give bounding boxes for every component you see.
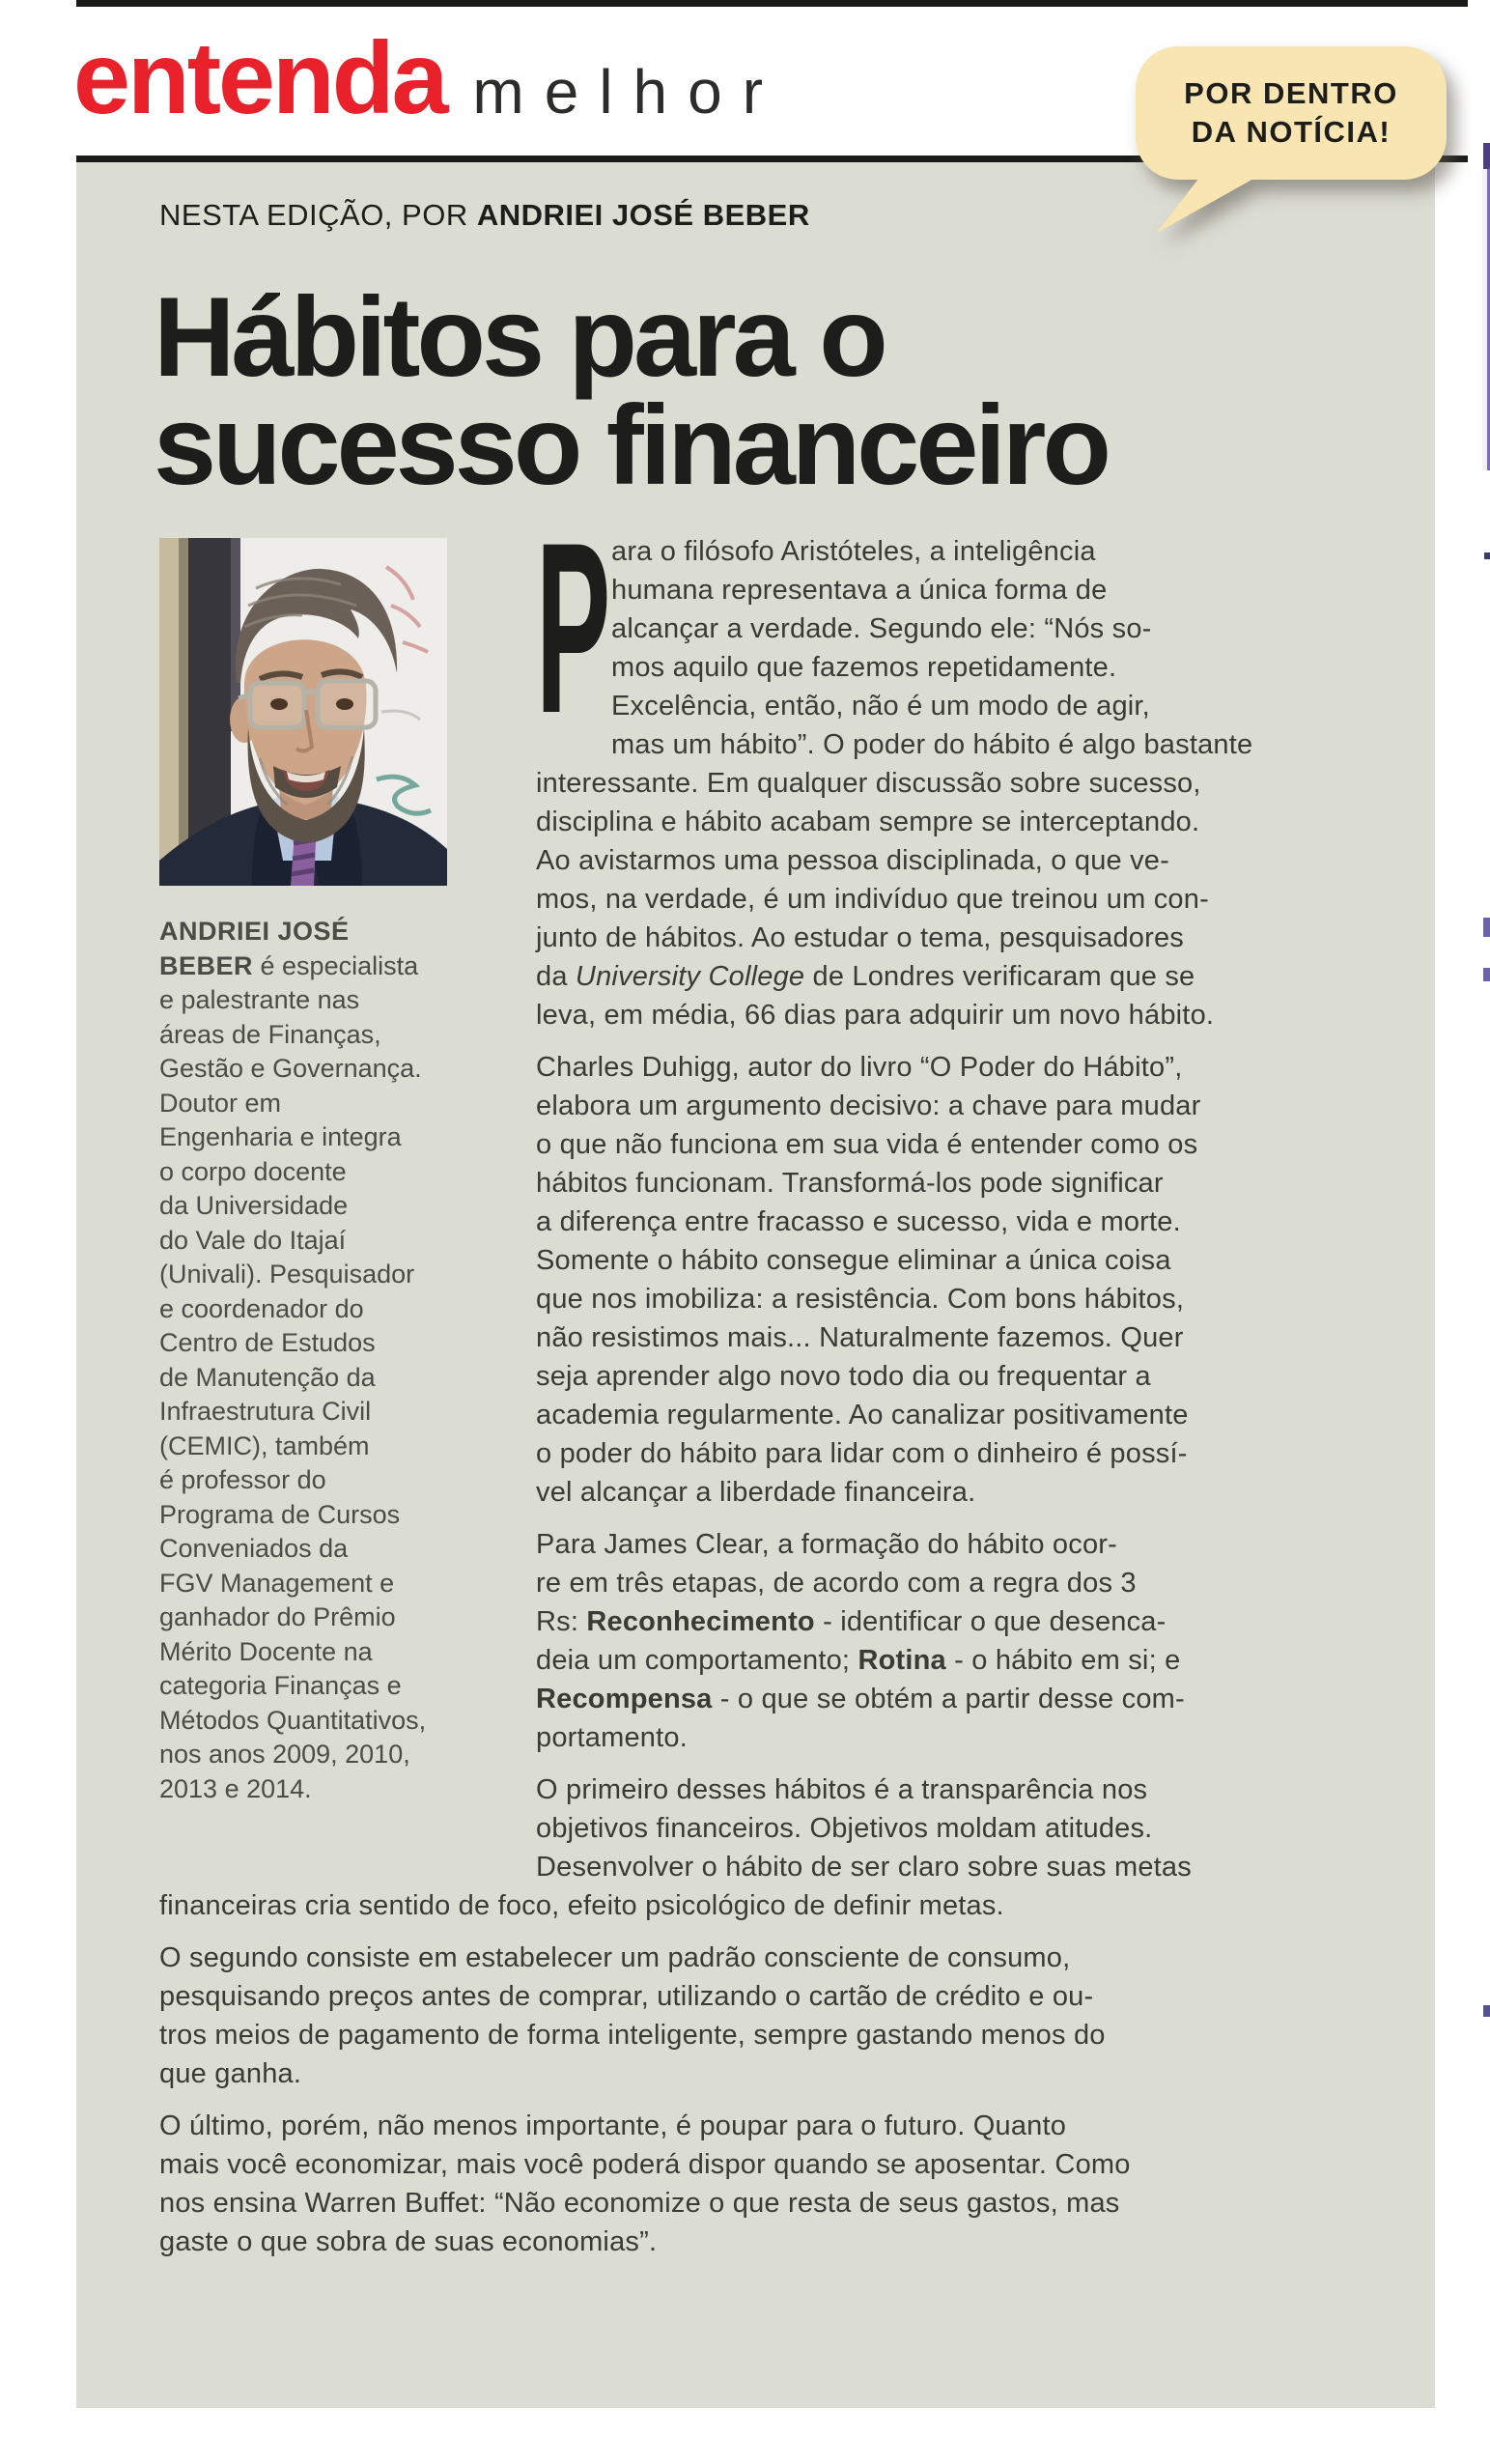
text-line: Desenvolver o hábito de ser claro sobre suas metas	[536, 1852, 1192, 1883]
masthead	[73, 21, 784, 135]
text-line: Para James Clear, a formação do hábito ocor-	[536, 1529, 1117, 1560]
text-line: Infraestrutura Civil	[159, 1397, 372, 1426]
text-line: nos anos 2009, 2010,	[159, 1740, 410, 1769]
text-line: gaste o que sobra de suas economias”.	[159, 2226, 658, 2257]
text-line: 2013 e 2014.	[159, 1773, 312, 1803]
text-line: re em três etapas, de acordo com a regra dos 3	[536, 1568, 1137, 1599]
page-edge-artifact	[1483, 918, 1490, 937]
text-line: de Manutenção da	[159, 1362, 376, 1392]
text-line: Ao avistarmos uma pessoa disciplinada, o que ve-	[536, 845, 1169, 876]
text-line: leva, em média, 66 dias para adquirir um novo hábito.	[536, 1000, 1215, 1031]
text-line: elabora um argumento decisivo: a chave para mudar	[536, 1090, 1201, 1121]
page-edge-artifact	[1483, 2005, 1490, 2017]
text-line: o que não funciona em sua vida é entender como os	[536, 1129, 1198, 1160]
article-panel	[76, 162, 1435, 2408]
text-line: Engenharia e integra	[159, 1122, 402, 1151]
page-title	[154, 273, 1435, 508]
text-line: Programa de Cursos	[159, 1499, 401, 1529]
text-line: da Universidade	[159, 1191, 349, 1220]
page-edge-artifact	[1482, 169, 1490, 470]
byline-author: ANDRIEI JOSÉ BEBER	[476, 198, 810, 232]
text-line: Recompensa - o que se obtém a partir desse com-	[536, 1684, 1185, 1714]
text-line: O primeiro desses hábitos é a transparência nos	[536, 1774, 1148, 1805]
text-line: academia regularmente. Ao canalizar positivamente	[536, 1400, 1189, 1430]
text-line: o poder do hábito para lidar com o dinheiro é possí-	[536, 1438, 1188, 1469]
byline-prefix: NESTA EDIÇÃO, POR	[159, 198, 477, 232]
text-line: Conveniados da	[159, 1534, 349, 1563]
text-line: Centro de Estudos	[159, 1328, 376, 1357]
text-line: que nos imobiliza: a resistência. Com bons hábitos,	[536, 1284, 1185, 1315]
author-photo-illustration	[159, 538, 447, 886]
paragraph	[159, 1939, 1408, 2093]
text-line: do Vale do Itajaí	[159, 1225, 347, 1255]
text-line: BEBER é especialista	[159, 950, 419, 980]
badge-text-line1: POR DENTRO	[1184, 76, 1398, 110]
news-badge	[1136, 46, 1454, 240]
text-line: Rs: Reconhecimento - identificar o que desenca-	[536, 1606, 1167, 1637]
text-line: e coordenador do	[159, 1293, 364, 1323]
text-line: Somente o hábito consegue eliminar a única coisa	[536, 1245, 1171, 1276]
author-photo	[159, 538, 447, 886]
text-line: o corpo docente	[159, 1156, 347, 1186]
text-line: nos ensina Warren Buffet: “Não economize o que resta de seus gastos, mas	[159, 2188, 1120, 2219]
text-line: financeiras cria sentido de foco, efeito psicológico de definir metas.	[159, 1890, 1004, 1921]
text-line: O último, porém, não menos importante, é poupar para o futuro. Quanto	[159, 2110, 1067, 2141]
drop-cap: P	[536, 493, 611, 764]
author-bio	[159, 915, 459, 1806]
text-line: mais você economizar, mais você poderá dispor quando se aposentar. Como	[159, 2149, 1131, 2180]
text-line: é professor do	[159, 1465, 326, 1494]
text-line: que ganha.	[159, 2058, 302, 2089]
text-line: mos aquilo que fazemos repetidamente.	[611, 652, 1117, 683]
text-line: mos, na verdade, é um indivíduo que treinou um con-	[536, 884, 1209, 915]
text-line: tros meios de pagamento de forma inteligente, sempre gastando menos do	[159, 2020, 1106, 2051]
text-line: portamento.	[536, 1722, 688, 1753]
text-line: Charles Duhigg, autor do livro “O Poder do Hábito”,	[536, 1052, 1183, 1083]
brand-word-entenda: entenda	[73, 21, 446, 135]
text-line: Gestão e Governança.	[159, 1054, 422, 1083]
page-edge-artifact	[1483, 143, 1490, 169]
text-line: pesquisando preços antes de comprar, utilizando o cartão de crédito e ou-	[159, 1981, 1094, 2012]
speech-bubble	[1136, 46, 1447, 180]
page-edge-artifact	[1483, 968, 1490, 981]
page-title-line2: sucesso financeiro	[154, 382, 1108, 508]
text-line: deia um comportamento; Rotina - o hábito em si; e	[536, 1645, 1181, 1676]
page-edge-artifact	[1484, 552, 1490, 559]
text-line: interessante. Em qualquer discussão sobre sucesso,	[536, 768, 1201, 799]
text-line: objetivos financeiros. Objetivos moldam atitudes.	[536, 1813, 1153, 1844]
text-line: seja aprender algo novo todo dia ou frequentar a	[536, 1361, 1151, 1392]
text-line: áreas de Finanças,	[159, 1019, 381, 1049]
text-line: Mérito Docente na	[159, 1636, 373, 1666]
text-line: a diferença entre fracasso e sucesso, vida e morte.	[536, 1206, 1181, 1237]
text-line: Doutor em	[159, 1088, 282, 1118]
article-body	[159, 493, 1408, 2261]
top-rule	[76, 0, 1468, 7]
text-line: humana representava a única forma de	[611, 575, 1108, 606]
badge-text-line2: DA NOTÍCIA!	[1191, 115, 1392, 149]
page-title-line1: Hábitos para o	[154, 273, 885, 400]
text-line: (Univali). Pesquisador	[159, 1260, 415, 1289]
text-line: categoria Finanças e	[159, 1671, 402, 1700]
text-line: hábitos funcionam. Transformá-los pode significar	[536, 1168, 1164, 1199]
text-line: não resistimos mais... Naturalmente fazemos. Quer	[536, 1322, 1184, 1353]
text-line: junto de hábitos. Ao estudar o tema, pesquisadores	[536, 922, 1184, 953]
text-line: Excelência, então, não é um modo de agir,	[611, 691, 1150, 722]
text-line: Métodos Quantitativos,	[159, 1705, 427, 1735]
brand-word-melhor: melhor	[472, 57, 784, 127]
text-line: e palestrante nas	[159, 985, 360, 1014]
text-line: da University College de Londres verificaram que se	[536, 961, 1195, 992]
text-line: ANDRIEI JOSÉ	[159, 917, 350, 946]
text-line: vel alcançar a liberdade financeira.	[536, 1477, 976, 1508]
paragraph	[159, 2107, 1408, 2261]
text-line: ara o filósofo Aristóteles, a inteligência	[611, 536, 1096, 567]
author-column	[159, 538, 536, 1806]
text-line: ganhador do Prêmio	[159, 1602, 396, 1631]
speech-bubble-tail	[1157, 178, 1255, 233]
text-line: O segundo consiste em estabelecer um padrão consciente de consumo,	[159, 1942, 1071, 1973]
text-line: alcançar a verdade. Segundo ele: “Nós so-	[611, 613, 1152, 644]
text-line: mas um hábito”. O poder do hábito é algo bastante	[611, 729, 1253, 760]
text-line: (CEMIC), também	[159, 1430, 370, 1460]
text-line: disciplina e hábito acabam sempre se interceptando.	[536, 807, 1200, 837]
text-line: FGV Management e	[159, 1568, 395, 1598]
